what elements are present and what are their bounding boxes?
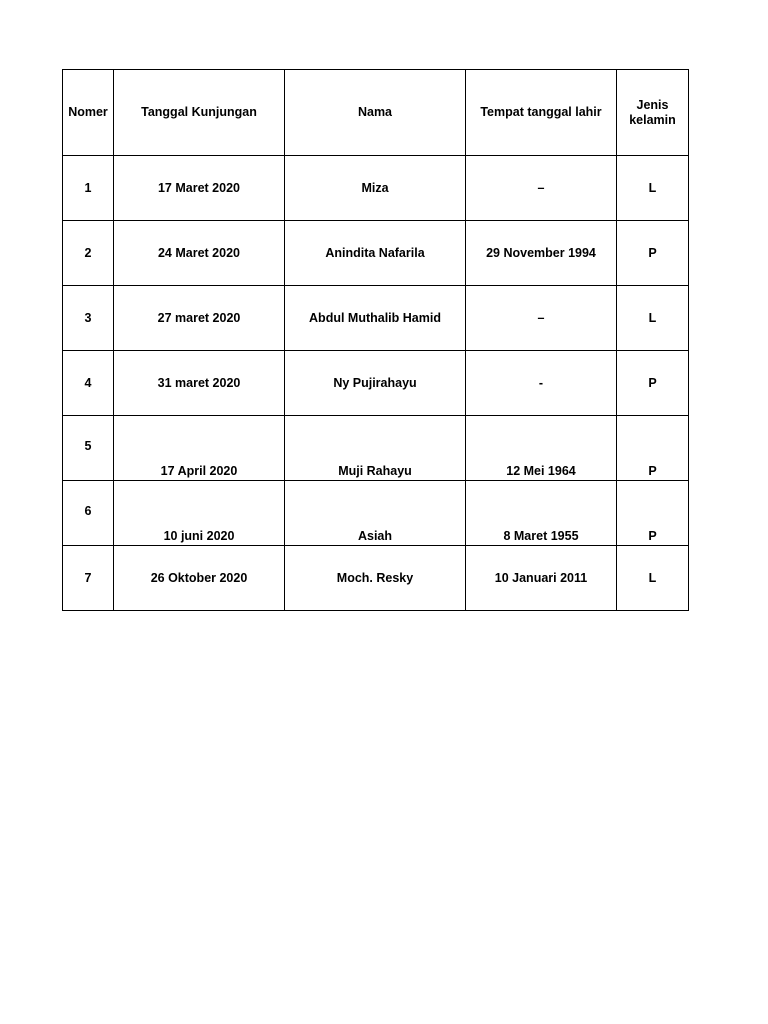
header-name: Nama	[285, 70, 466, 156]
cell-no: 3	[63, 286, 114, 351]
table-row	[63, 221, 689, 286]
cell-visit-date: 24 Maret 2020	[114, 221, 285, 286]
cell-sex: L	[617, 286, 689, 351]
cell-sex: P	[617, 416, 689, 481]
table-row	[63, 286, 689, 351]
cell-name: Muji Rahayu	[285, 416, 466, 481]
cell-sex: P	[617, 481, 689, 546]
cell-no: 2	[63, 221, 114, 286]
cell-sex: L	[617, 156, 689, 221]
cell-visit-date: 10 juni 2020	[114, 481, 285, 546]
cell-name: Abdul Muthalib Hamid	[285, 286, 466, 351]
visit-table	[62, 69, 689, 611]
cell-birth: –	[466, 286, 617, 351]
cell-visit-date: 27 maret 2020	[114, 286, 285, 351]
cell-birth: 12 Mei 1964	[466, 416, 617, 481]
cell-no: 6	[63, 481, 114, 546]
table-row	[63, 546, 689, 611]
table-row	[63, 156, 689, 221]
table-row	[63, 481, 689, 546]
cell-sex: P	[617, 221, 689, 286]
cell-birth: 10 Januari 2011	[466, 546, 617, 611]
header-no: Nomer	[63, 70, 114, 156]
header-birth: Tempat tanggal lahir	[466, 70, 617, 156]
cell-sex: P	[617, 351, 689, 416]
cell-visit-date: 17 April 2020	[114, 416, 285, 481]
cell-name: Moch. Resky	[285, 546, 466, 611]
cell-name: Miza	[285, 156, 466, 221]
cell-birth: -	[466, 351, 617, 416]
cell-sex: L	[617, 546, 689, 611]
cell-no: 5	[63, 416, 114, 481]
table-row	[63, 416, 689, 481]
table-header-row	[63, 70, 689, 156]
cell-visit-date: 17 Maret 2020	[114, 156, 285, 221]
cell-visit-date: 31 maret 2020	[114, 351, 285, 416]
cell-name: Asiah	[285, 481, 466, 546]
cell-no: 7	[63, 546, 114, 611]
cell-no: 1	[63, 156, 114, 221]
cell-birth: 29 November 1994	[466, 221, 617, 286]
table-row	[63, 351, 689, 416]
cell-no: 4	[63, 351, 114, 416]
cell-visit-date: 26 Oktober 2020	[114, 546, 285, 611]
document-page	[62, 69, 689, 611]
header-sex: Jenis kelamin	[617, 70, 689, 156]
cell-birth: 8 Maret 1955	[466, 481, 617, 546]
cell-name: Anindita Nafarila	[285, 221, 466, 286]
header-visit-date: Tanggal Kunjungan	[114, 70, 285, 156]
cell-name: Ny Pujirahayu	[285, 351, 466, 416]
cell-birth: –	[466, 156, 617, 221]
